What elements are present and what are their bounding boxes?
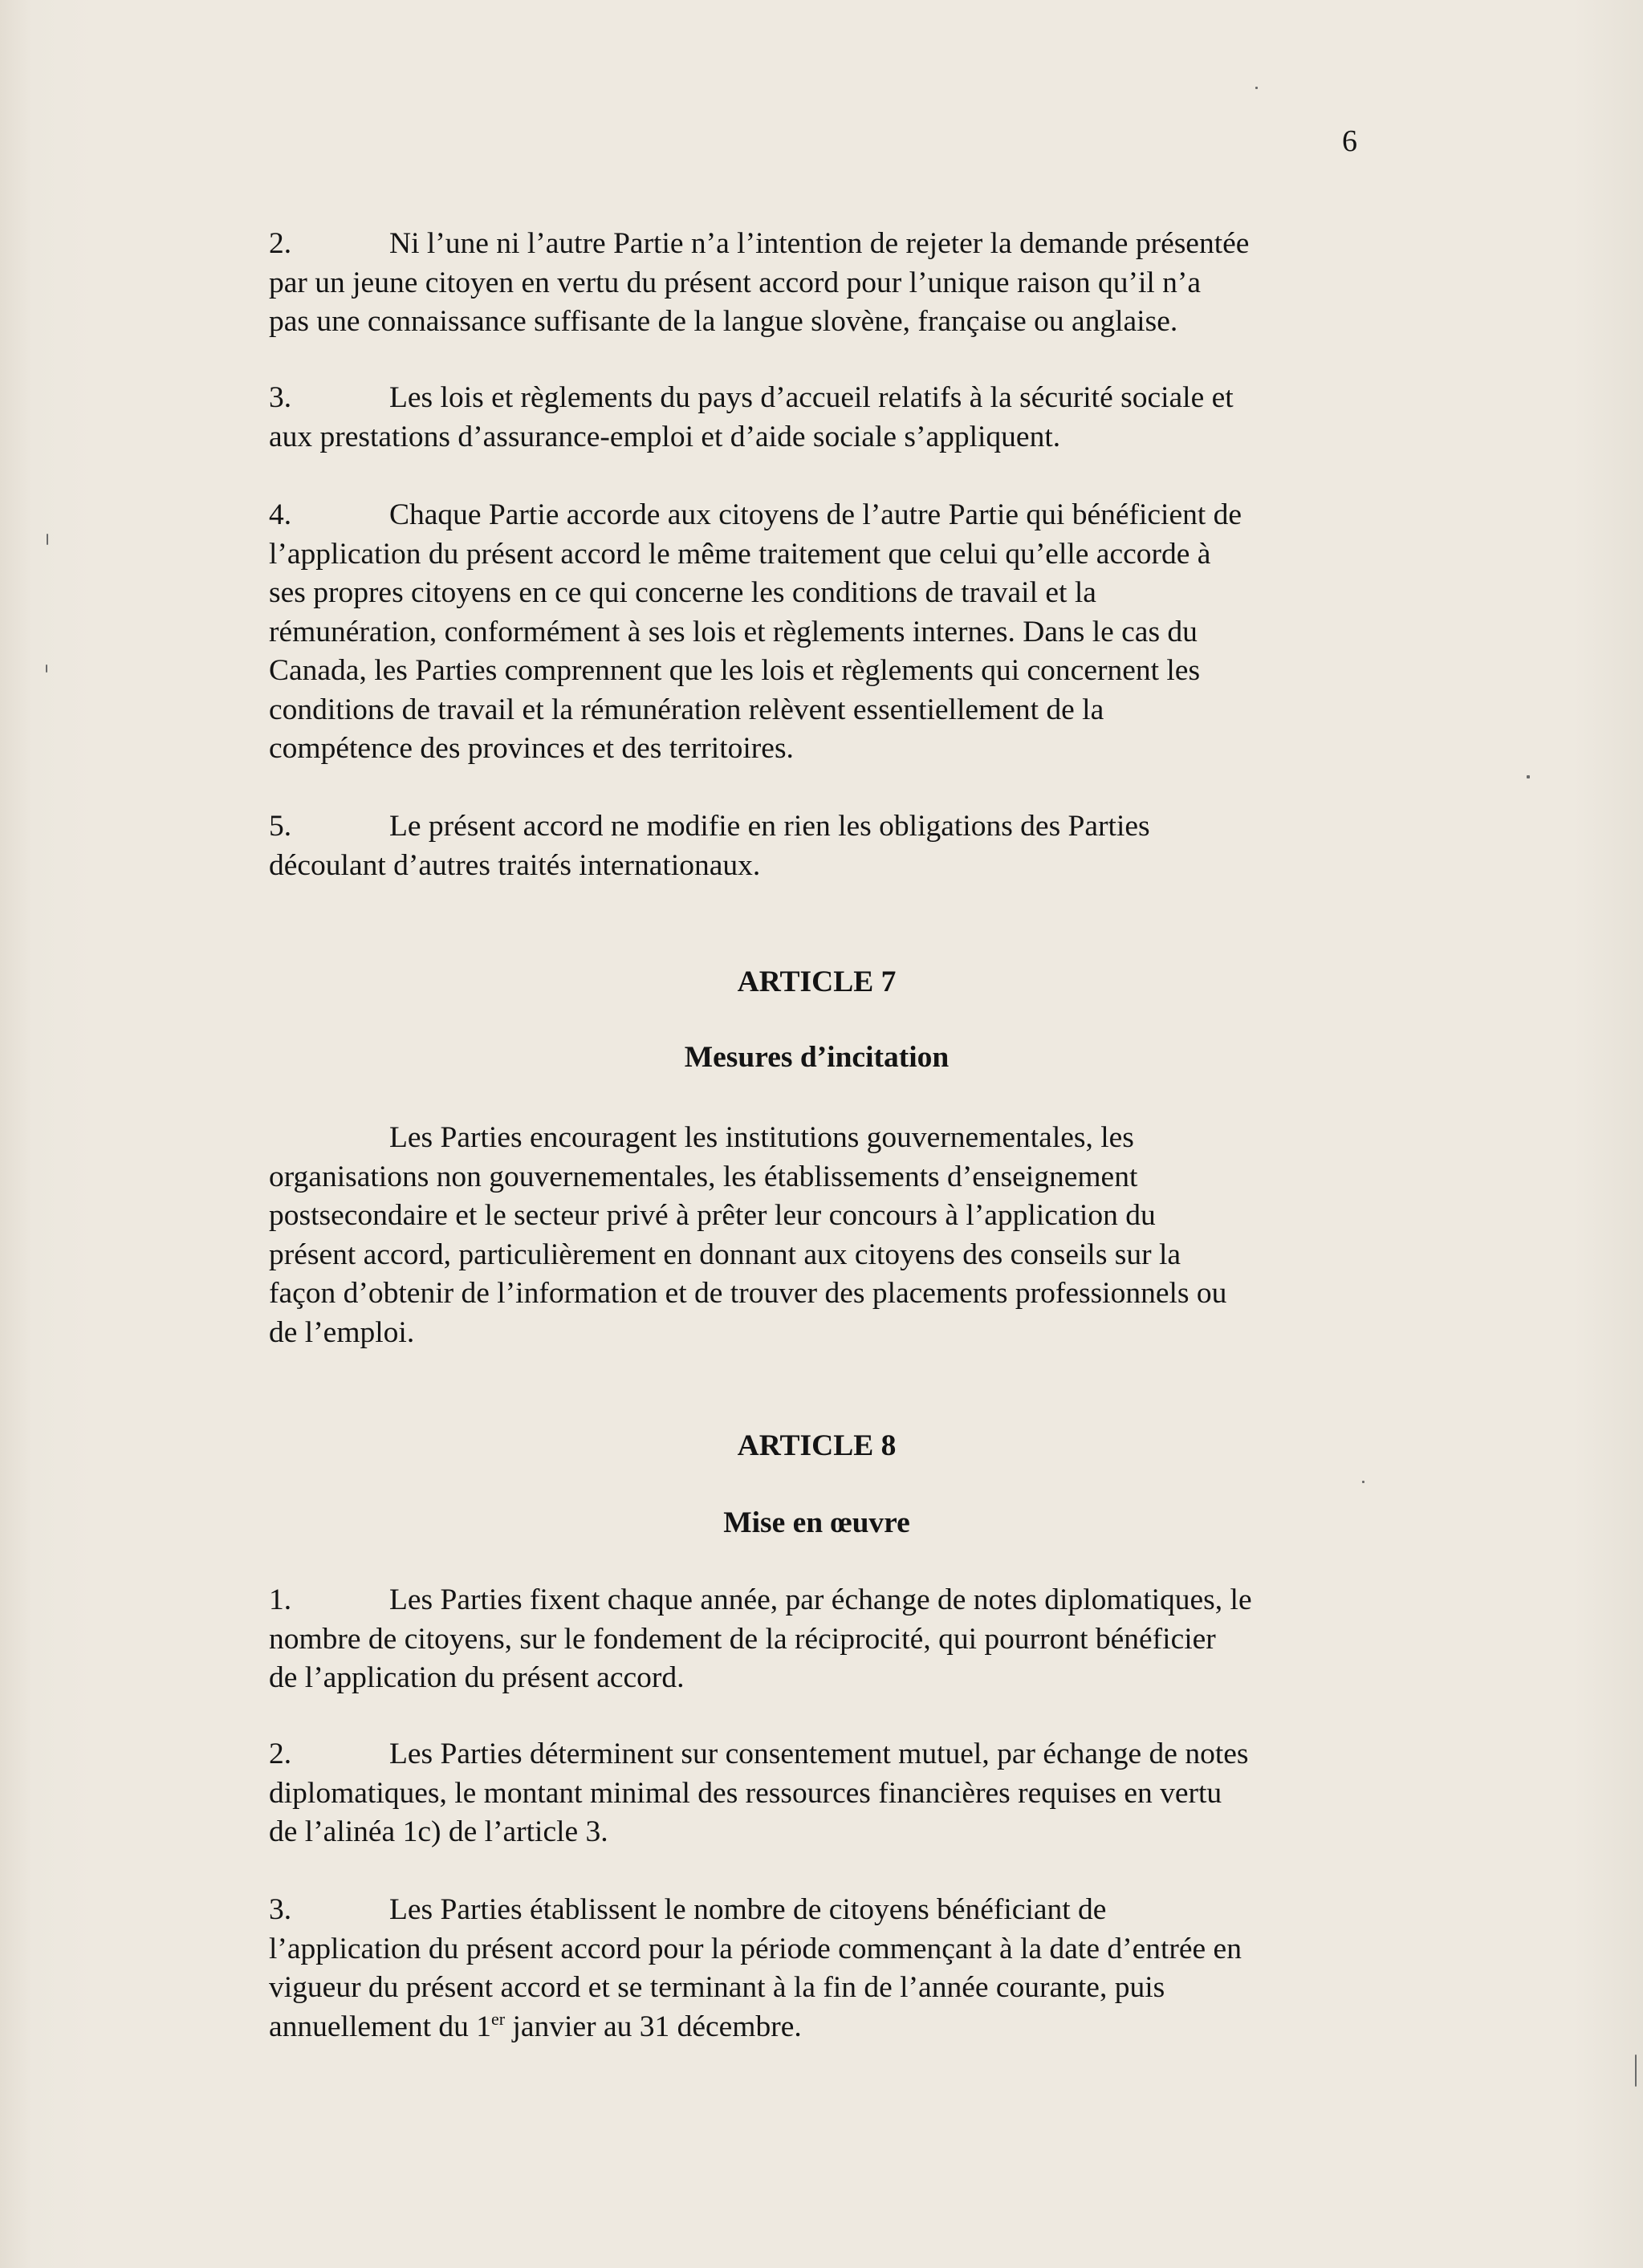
paragraph-line: pas une connaissance suffisante de la langue slovène, française ou anglaise. — [269, 305, 1178, 338]
paragraph-line: découlant d’autres traités internationaux. — [269, 848, 761, 882]
paragraph-line: de l’emploi. — [269, 1315, 415, 1349]
paragraph-line: 5. Le présent accord ne modifie en rien les obligations des Parties — [269, 807, 1393, 847]
paragraph-6-4 — [269, 496, 1393, 769]
paragraph-line: compétence des provinces et des territoires. — [269, 732, 794, 765]
paragraph-line: vigueur du présent accord et se terminant à la fin de l’année courante, puis — [269, 1971, 1165, 2004]
paragraph-7 — [269, 1119, 1393, 1352]
paragraph-line: diplomatiques, le montant minimal des ressources financières requises en vertu — [269, 1776, 1222, 1810]
paragraph-line: Les Parties encouragent les institutions gouvernementales, les — [389, 1121, 1134, 1154]
paragraph-line: nombre de citoyens, sur le fondement de la réciprocité, qui pourront bénéficier — [269, 1622, 1216, 1656]
paragraph-line: 3. Les Parties établissent le nombre de citoyens bénéficiant de — [269, 1891, 1393, 1930]
paragraph-line: Canada, les Parties comprennent que les lois et règlements qui concernent les — [269, 654, 1201, 687]
paragraph-line: 1. Les Parties fixent chaque année, par échange de notes diplomatiques, le — [269, 1581, 1393, 1620]
paragraph-number: 5. — [269, 810, 292, 843]
paragraph-line: annuellement du 1er janvier au 31 décembre. — [269, 2008, 802, 2043]
paragraph-line: de l’alinéa 1c) de l’article 3. — [269, 1815, 608, 1848]
paragraph-line: l’application du présent accord pour la période commençant à la date d’entrée en — [269, 1932, 1242, 1965]
paragraph-line: rémunération, conformément à ses lois et règlements internes. Dans le cas du — [269, 615, 1198, 648]
scan-speck — [1527, 775, 1530, 778]
article-heading: ARTICLE 8 — [737, 1429, 897, 1462]
scan-speck — [1362, 1481, 1364, 1483]
paragraph-line: ses propres citoyens en ce qui concerne les conditions de travail et la — [269, 576, 1096, 609]
paragraph-line: l’application du présent accord le même traitement que celui qu’elle accorde à — [269, 537, 1211, 571]
paragraph-8-2 — [269, 1735, 1393, 1852]
paragraph-8-3 — [269, 1891, 1393, 2046]
paragraph-6-2 — [269, 225, 1393, 342]
paragraph-line: 2. Les Parties déterminent sur consentement mutuel, par échange de notes — [269, 1735, 1393, 1774]
page-number: 6 — [1342, 124, 1357, 158]
article-subheading: Mesures d’incitation — [684, 1041, 950, 1074]
paragraph-number: 2. — [269, 1738, 292, 1770]
paragraph-line: aux prestations d’assurance-emploi et d’aide sociale s’appliquent. — [269, 420, 1061, 453]
paragraph-line: conditions de travail et la rémunération relèvent essentiellement de la — [269, 693, 1104, 726]
paragraph-line: 3. Les lois et règlements du pays d’accueil relatifs à la sécurité sociale et — [269, 379, 1393, 418]
article-heading: ARTICLE 7 — [737, 965, 897, 998]
paragraph-line: 2. Ni l’une ni l’autre Partie n’a l’intention de rejeter la demande présentée — [269, 225, 1393, 264]
scan-speck — [47, 534, 48, 545]
paragraph-line: façon d’obtenir de l’information et de trouver des placements professionnels ou — [269, 1277, 1227, 1310]
paragraph-number: 1. — [269, 1583, 292, 1616]
paragraph-line: 4. Chaque Partie accorde aux citoyens de l’autre Partie qui bénéficient de — [269, 496, 1393, 535]
paragraph-number: 3. — [269, 381, 292, 414]
paragraph-6-3 — [269, 379, 1393, 457]
scan-speck — [46, 665, 47, 673]
paragraph-line: de l’application du présent accord. — [269, 1661, 685, 1694]
ordinal-superscript: er — [491, 2008, 506, 2029]
paragraph-line: postsecondaire et le secteur privé à prêter leur concours à l’application du — [269, 1199, 1156, 1232]
paragraph-number: 4. — [269, 498, 292, 531]
paragraph-line: organisations non gouvernementales, les établissements d’enseignement — [269, 1160, 1138, 1193]
paragraph-8-1 — [269, 1581, 1393, 1698]
paragraph-line: présent accord, particulièrement en donnant aux citoyens des conseils sur la — [269, 1238, 1181, 1271]
article-subheading: Mise en œuvre — [723, 1506, 910, 1539]
paragraph-line: par un jeune citoyen en vertu du présent accord pour l’unique raison qu’il n’a — [269, 266, 1202, 299]
scan-speck — [1635, 2055, 1637, 2087]
paragraph-number: 2. — [269, 227, 292, 260]
paragraph-6-5 — [269, 807, 1393, 885]
paragraph-number: 3. — [269, 1893, 292, 1926]
scan-speck — [1255, 87, 1258, 89]
